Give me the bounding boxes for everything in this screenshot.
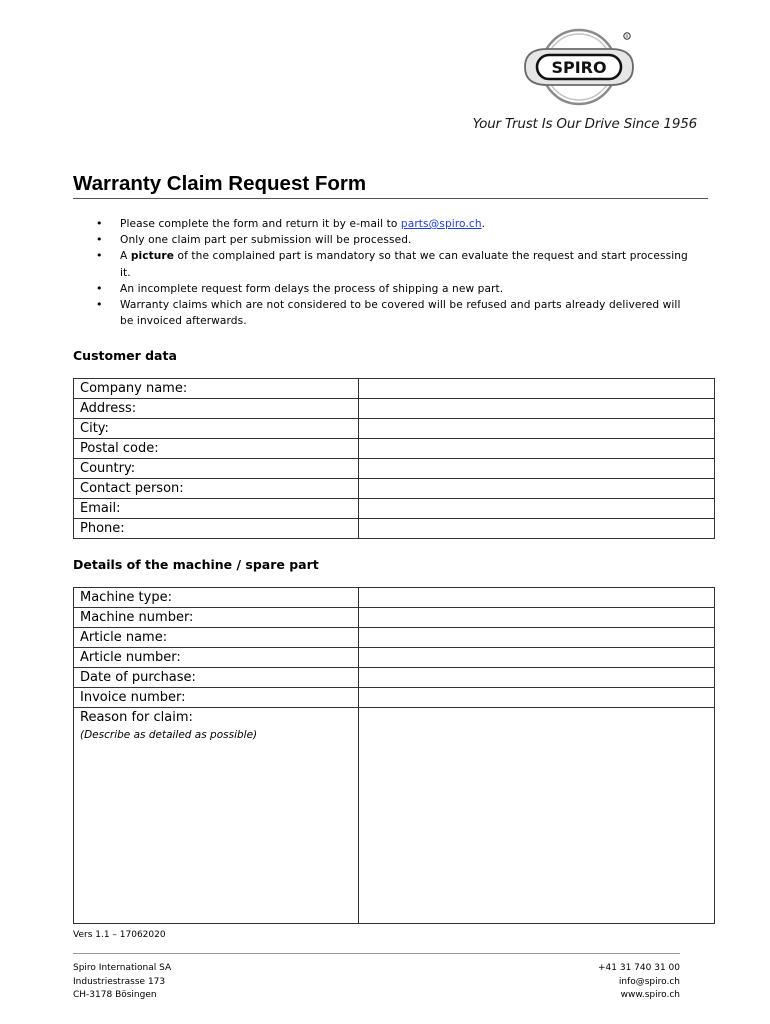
list-item: • Warranty claims which are not considered to be covered will be refused and parts already delivered will be invoiced afterwards. bbox=[73, 297, 693, 329]
field-label: Phone: bbox=[74, 519, 359, 539]
postal-code-field[interactable] bbox=[359, 439, 715, 459]
phone-field[interactable] bbox=[359, 519, 715, 539]
address-field[interactable] bbox=[359, 399, 715, 419]
table-row bbox=[74, 688, 715, 708]
customer-data-table bbox=[73, 378, 715, 539]
tagline: Your Trust Is Our Drive Since 1956 bbox=[472, 116, 697, 132]
field-label: Invoice number: bbox=[74, 688, 359, 708]
footer-phone: +41 31 740 31 00 bbox=[598, 963, 680, 973]
field-label: Address: bbox=[74, 399, 359, 419]
table-row bbox=[74, 708, 715, 924]
table-row bbox=[74, 608, 715, 628]
list-item: • Please complete the form and return it by e-mail to parts@spiro.ch. bbox=[73, 216, 693, 232]
machine-details-table bbox=[73, 587, 715, 924]
list-item: • An incomplete request form delays the process of shipping a new part. bbox=[73, 281, 693, 297]
field-label: Article name: bbox=[74, 628, 359, 648]
footer-city: CH-3178 Bösingen bbox=[73, 990, 157, 1000]
logo-text: SPIRO bbox=[551, 58, 607, 77]
list-item: • A picture of the complained part is mandatory so that we can evaluate the request and start processing it. bbox=[73, 248, 693, 280]
table-row bbox=[74, 499, 715, 519]
field-label: Company name: bbox=[74, 379, 359, 399]
reason-label-cell bbox=[74, 708, 359, 924]
article-name-field[interactable] bbox=[359, 628, 715, 648]
country-field[interactable] bbox=[359, 459, 715, 479]
table-row bbox=[74, 399, 715, 419]
field-label: Country: bbox=[74, 459, 359, 479]
date-of-purchase-field[interactable] bbox=[359, 668, 715, 688]
field-label: Machine type: bbox=[74, 588, 359, 608]
table-row bbox=[74, 419, 715, 439]
footer-company: Spiro International SA bbox=[73, 963, 172, 973]
table-row bbox=[74, 479, 715, 499]
footer-street: Industriestrasse 173 bbox=[73, 976, 166, 987]
footer-address bbox=[73, 962, 171, 1003]
field-label: Date of purchase: bbox=[74, 668, 359, 688]
version-label: Vers 1.1 – 17062020 bbox=[73, 930, 166, 940]
table-row bbox=[74, 668, 715, 688]
table-row bbox=[74, 648, 715, 668]
footer-email[interactable]: info@spiro.ch bbox=[618, 976, 680, 987]
reason-label: Reason for claim: bbox=[80, 710, 193, 725]
field-label: Postal code: bbox=[74, 439, 359, 459]
title-divider bbox=[73, 198, 708, 199]
machine-details-heading: Details of the machine / spare part bbox=[73, 557, 319, 572]
customer-data-heading: Customer data bbox=[73, 348, 177, 363]
machine-type-field[interactable] bbox=[359, 588, 715, 608]
field-label: Machine number: bbox=[74, 608, 359, 628]
table-row bbox=[74, 439, 715, 459]
table-row bbox=[74, 628, 715, 648]
email-link[interactable]: parts@spiro.ch bbox=[400, 218, 482, 230]
svg-text:R: R bbox=[625, 35, 629, 40]
table-row bbox=[74, 588, 715, 608]
list-item: • Only one claim part per submission will be processed. bbox=[73, 232, 693, 248]
footer-divider bbox=[73, 953, 680, 954]
contact-person-field[interactable] bbox=[359, 479, 715, 499]
page-title: Warranty Claim Request Form bbox=[73, 172, 367, 195]
footer-contact bbox=[598, 962, 680, 1003]
reason-for-claim-field[interactable] bbox=[359, 708, 715, 924]
footer-web[interactable]: www.spiro.ch bbox=[620, 990, 680, 1000]
company-name-field[interactable] bbox=[359, 379, 715, 399]
table-row bbox=[74, 519, 715, 539]
table-row bbox=[74, 379, 715, 399]
field-label: Contact person: bbox=[74, 479, 359, 499]
city-field[interactable] bbox=[359, 419, 715, 439]
field-label: Email: bbox=[74, 499, 359, 519]
invoice-number-field[interactable] bbox=[359, 688, 715, 708]
machine-number-field[interactable] bbox=[359, 608, 715, 628]
field-label: Article number: bbox=[74, 648, 359, 668]
spiro-logo bbox=[517, 27, 641, 107]
instructions-list bbox=[73, 216, 693, 329]
field-label: City: bbox=[74, 419, 359, 439]
email-field[interactable] bbox=[359, 499, 715, 519]
reason-hint: (Describe as detailed as possible) bbox=[80, 729, 258, 741]
article-number-field[interactable] bbox=[359, 648, 715, 668]
table-row bbox=[74, 459, 715, 479]
